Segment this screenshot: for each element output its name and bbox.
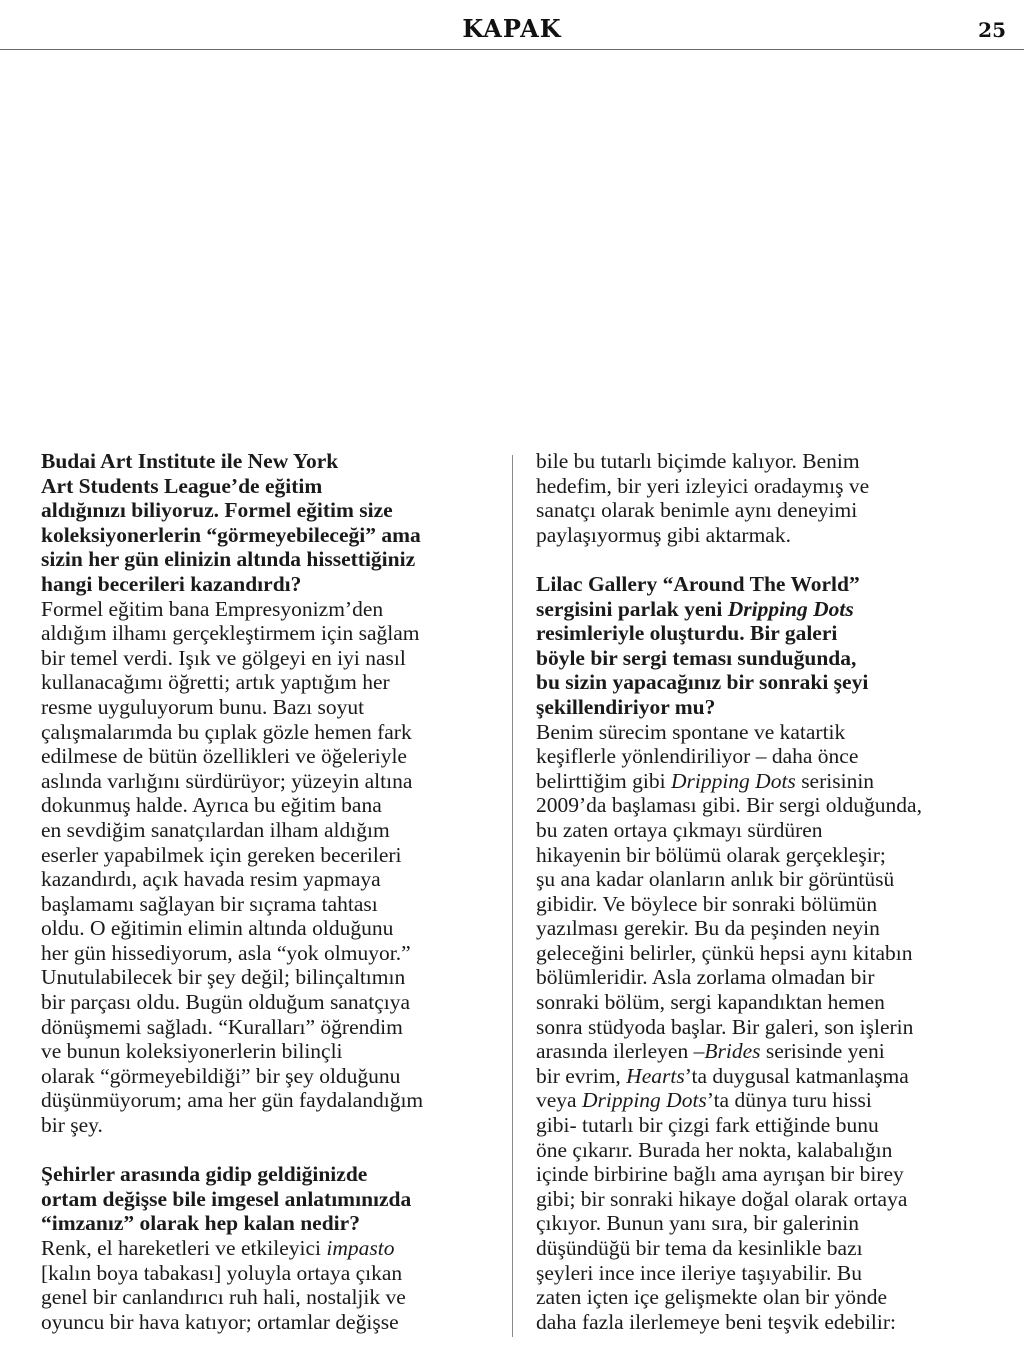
text-line: sanatçı olarak benimle aynı deneyimi bbox=[536, 498, 858, 523]
text-line: Şehirler arasında gidip geldiğinizde bbox=[41, 1162, 368, 1187]
paragraph-gap bbox=[41, 1138, 493, 1163]
paragraph-gap bbox=[536, 547, 988, 572]
column-divider bbox=[512, 455, 513, 1337]
text-line: oldu. O eğitimin elimin altında olduğunu bbox=[41, 916, 394, 941]
italic-term: Brides bbox=[704, 1039, 761, 1064]
text-line: düşünmüyorum; ama her gün faydalandığım bbox=[41, 1088, 424, 1113]
text-line: içinde birbirine bağlı ama ayrışan bir birey bbox=[536, 1162, 904, 1187]
text-line: dokunmuş halde. Ayrıca bu eğitim bana bbox=[41, 793, 382, 818]
page-number: 25 bbox=[978, 18, 1006, 42]
answer-3-lines bbox=[536, 793, 988, 1039]
italic-term: Dripping Dots bbox=[581, 1088, 707, 1113]
answer-2-lines bbox=[41, 1261, 493, 1335]
text-line: aslında varlığını sürdürüyor; yüzeyin altına bbox=[41, 768, 413, 793]
text-line: 2009’da başlaması gibi. Bir sergi olduğunda, bbox=[536, 793, 922, 818]
text-line: bir parçası oldu. Bugün olduğum sanatçıya bbox=[41, 990, 411, 1015]
text-line: ve bunun koleksiyonerlerin bilinçli bbox=[41, 1039, 343, 1064]
text-line: eserler yapabilmek için gereken becerileri bbox=[41, 842, 402, 867]
text-run: veya bbox=[536, 1088, 582, 1113]
text-line: sonra stüdyoda başlar. Bir galeri, son işlerin bbox=[536, 1014, 914, 1039]
text-line: aldığım ilhamı gerçekleştirmem için sağlam bbox=[41, 621, 420, 646]
text-line: keşiflerle yönlendiriliyor – daha önce bbox=[536, 744, 859, 769]
text-line: aldığınızı biliyoruz. Formel eğitim size bbox=[41, 498, 393, 523]
answer-2-start bbox=[41, 1236, 493, 1334]
text-line: Lilac Gallery “Around The World” bbox=[536, 571, 860, 596]
section-title: KAPAK bbox=[462, 14, 562, 43]
text-line: zaten içten içe gelişmekte olan bir yönde bbox=[536, 1285, 888, 1310]
text-line: paylaşıyormuş gibi aktarmak. bbox=[536, 522, 791, 547]
text-line: bölümleridir. Asla zorlama olmadan bir bbox=[536, 965, 875, 990]
text-line: bu sizin yapacağınız bir sonraki şeyi bbox=[536, 670, 869, 695]
question-1 bbox=[41, 449, 493, 597]
text-line: çalışmalarımda bu çıplak gözle hemen fark bbox=[41, 719, 412, 744]
text-line: edilmese de bütün özellikleri ve öğeleriyle bbox=[41, 744, 407, 769]
text-line: sizin her gün elinizin altında hissettiğiniz bbox=[41, 547, 416, 572]
page-header bbox=[0, 0, 1024, 50]
text-line bbox=[536, 1064, 988, 1089]
italic-term: Hearts bbox=[626, 1063, 685, 1088]
text-line: her gün hissediyorum, asla “yok olmuyor.” bbox=[41, 940, 411, 965]
text-line: Art Students League’de eğitim bbox=[41, 473, 323, 498]
text-run: Renk, el hareketleri ve etkileyici bbox=[41, 1236, 327, 1260]
italic-term: Dripping Dots bbox=[670, 768, 796, 793]
text-line: hedefim, bir yeri izleyici oradaymış ve bbox=[536, 473, 870, 498]
text-line: bir şey. bbox=[41, 1113, 103, 1138]
text-line: şeyleri ince ince ileriye taşıyabilir. Bu bbox=[536, 1260, 862, 1285]
text-line: şekillendiriyor mu? bbox=[536, 694, 716, 719]
text-line: hangi becerileri kazandırdı? bbox=[41, 571, 302, 596]
text-line bbox=[536, 1088, 988, 1113]
text-line: Unutulabilecek bir şey değil; bilinçaltımın bbox=[41, 965, 406, 990]
text-line: kullanacağımı öğretti; artık yaptığım her bbox=[41, 670, 390, 695]
text-line: oyuncu bir hava katıyor; ortamlar değişse bbox=[41, 1309, 399, 1334]
text-line: şu ana kadar olanların anlık bir görüntüsü bbox=[536, 867, 895, 892]
text-line: gibidir. Ve böylece bir sonraki bölümün bbox=[536, 891, 878, 916]
text-line: Formel eğitim bana Empresyonizm’den bbox=[41, 596, 384, 621]
text-line: bu zaten ortaya çıkmayı sürdüren bbox=[536, 817, 823, 842]
answer-3 bbox=[536, 720, 988, 1335]
answer-2-continued bbox=[536, 449, 988, 547]
text-line: çıkıyor. Bunun yanı sıra, bir galerinin bbox=[536, 1211, 860, 1236]
header-rule bbox=[0, 49, 1024, 50]
text-line: koleksiyonerlerin “görmeyebileceği” ama bbox=[41, 522, 421, 547]
text-line: başlamamı sağlayan bir sıçrama tahtası bbox=[41, 891, 378, 916]
text-line: resme uyguluyorum bunu. Bazı soyut bbox=[41, 694, 365, 719]
text-run: serisinde yeni bbox=[760, 1039, 885, 1064]
text-run: belirttiğim gibi bbox=[536, 768, 671, 793]
text-line: resimleriyle oluşturdu. Bir galeri bbox=[536, 621, 838, 646]
text-line: böyle bir sergi teması sunduğunda, bbox=[536, 645, 857, 670]
text-line bbox=[41, 1236, 493, 1261]
text-line: “imzanız” olarak hep kalan nedir? bbox=[41, 1211, 360, 1236]
text-line bbox=[536, 769, 988, 794]
text-line: daha fazla ilerlemeye beni teşvik edebilir: bbox=[536, 1309, 896, 1334]
text-run: ’ta dünya turu hissi bbox=[706, 1088, 872, 1113]
text-line bbox=[536, 1039, 988, 1064]
left-column bbox=[41, 449, 493, 1334]
text-line: düşündüğü bir tema da kesinlikle bazı bbox=[536, 1236, 863, 1260]
question-3-lines bbox=[536, 621, 988, 719]
italic-term: Dripping Dots bbox=[727, 596, 854, 621]
answer-3-end-lines bbox=[536, 1113, 988, 1334]
text-line: hikayenin bir bölümü olarak gerçekleşir; bbox=[536, 842, 886, 867]
text-line: bile bu tutarlı biçimde kalıyor. Benim bbox=[536, 449, 860, 473]
text-line: öne çıkarır. Burada her nokta, kalabalığın bbox=[536, 1137, 893, 1162]
text-run: ’ta duygusal katmanlaşma bbox=[684, 1063, 909, 1088]
text-line: [kalın boya tabakası] yoluyla ortaya çıkan bbox=[41, 1260, 403, 1285]
text-run: arasında ilerleyen – bbox=[536, 1039, 705, 1064]
text-line: kazandırdı, açık havada resim yapmaya bbox=[41, 867, 381, 892]
text-line bbox=[536, 597, 988, 622]
text-run: bir evrim, bbox=[536, 1063, 627, 1088]
text-line: sonraki bölüm, sergi kapandıktan hemen bbox=[536, 990, 885, 1015]
text-line: en sevdiğim sanatçılardan ilham aldığım bbox=[41, 817, 390, 842]
text-line: genel bir canlandırıcı ruh hali, nostaljik ve bbox=[41, 1285, 406, 1310]
text-line: bir temel verdi. Işık ve gölgeyi en iyi nasıl bbox=[41, 645, 406, 670]
text-line: olarak “görmeyebildiği” bir şey olduğunu bbox=[41, 1063, 401, 1088]
text-line: yazılması gerekir. Bu da peşinden neyin bbox=[536, 916, 880, 941]
text-line: gibi- tutarlı bir çizgi fark ettiğinde bunu bbox=[536, 1113, 879, 1138]
text-line: Benim sürecim spontane ve katartik bbox=[536, 719, 846, 744]
text-run: sergisini parlak yeni bbox=[536, 596, 728, 621]
question-2 bbox=[41, 1162, 493, 1236]
text-line: ortam değişse bile imgesel anlatımınızda bbox=[41, 1186, 412, 1211]
text-line: dönüşmemi sağladı. “Kuralları” öğrendim bbox=[41, 1014, 403, 1039]
question-3 bbox=[536, 572, 988, 720]
text-line: geleceğini belirler, çünkü hepsi aynı kitabın bbox=[536, 940, 913, 965]
text-line: Budai Art Institute ile New York bbox=[41, 449, 339, 473]
text-run: serisinin bbox=[795, 768, 875, 793]
text-line: gibi; bir sonraki hikaye doğal olarak ortaya bbox=[536, 1186, 908, 1211]
right-column bbox=[536, 449, 988, 1334]
italic-term: impasto bbox=[326, 1236, 395, 1260]
answer-1 bbox=[41, 597, 493, 1138]
